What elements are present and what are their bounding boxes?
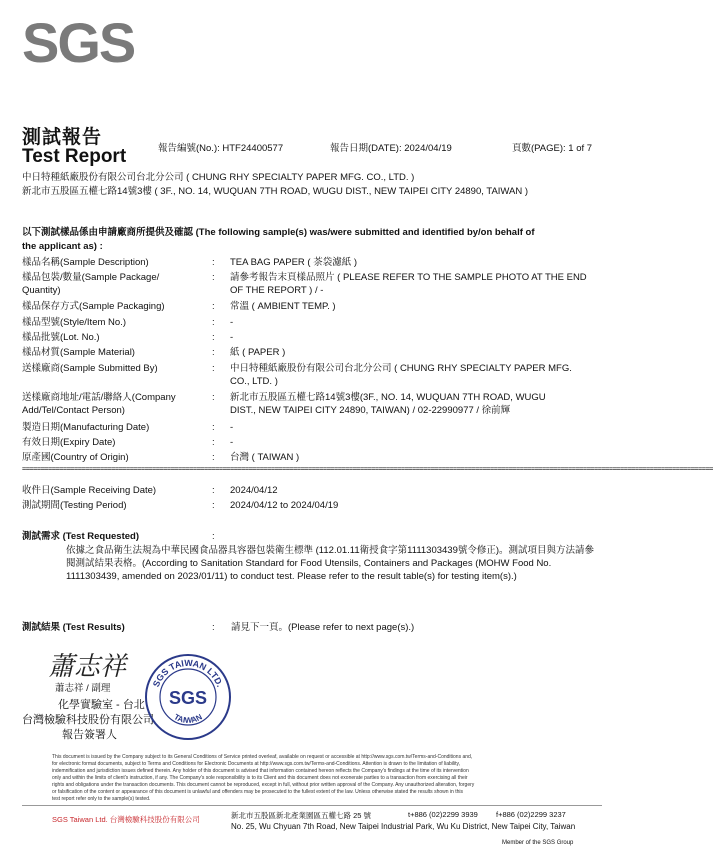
field-label: 樣品名稱(Sample Description) <box>22 257 149 268</box>
disclaimer-line: This document is issued by the Company subject to its General Conditions of Service printed overleaf, available on request or accessible at http://www.sgs.com.tw/Terms-and-Conditions and, <box>52 754 473 760</box>
field-label: 樣品型號(Style/Item No.) <box>22 317 126 328</box>
disclaimer-line: rights and obligations under the transaction documents. This document cannot be reproduced, except in full, without prior written approval of the Company. Any unauthorized alteration, forgery <box>52 782 475 788</box>
field-value: 2024/04/12 to 2024/04/19 <box>230 500 339 511</box>
disclaimer-line: or falsification of the content or appearance of this document is unlawful and offenders may be prosecuted to the fullest extent of the law. Unless otherwise stated the results shown in this <box>52 789 463 795</box>
field-value: - <box>230 317 234 328</box>
sgs-logo-text: SGS <box>22 11 135 74</box>
sgs-company-seal-icon <box>143 652 233 742</box>
field-value: 常溫 ( AMBIENT TEMP. ) <box>230 301 336 312</box>
field-value: 2024/04/12 <box>230 485 278 496</box>
footer-company: SGS Taiwan Ltd. 台灣檢驗科技股份有限公司 <box>52 815 200 824</box>
footer-tel: t+886 (02)2299 3939 <box>408 810 478 819</box>
signatory-dept: 化學實驗室 - 台北 <box>58 699 145 711</box>
intro-line-1: 以下測試樣品係由申請廠商所提供及確認 (The following sample(s) was/were submitted and identified by/on behalf of <box>22 227 535 238</box>
field-value: - <box>230 332 234 343</box>
signatory-name-title: 蕭志祥 / 副理 <box>55 683 111 694</box>
report-date: 報告日期(DATE): 2024/04/19 <box>330 143 452 154</box>
test-results-value: 請見下一頁。(Please refer to next page(s).) <box>231 622 415 633</box>
intro-line-2: the applicant as) : <box>22 241 103 252</box>
field-value: 紙 ( PAPER ) <box>230 347 286 358</box>
field-label: 送樣廠商地址/電話/聯絡人(Company Add/Tel/Contact Person) <box>22 392 176 416</box>
field-value: 中日特種紙廠股份有限公司台北分公司 ( CHUNG RHY SPECIALTY PAPER MFG. CO., LTD. ) <box>230 363 572 387</box>
disclaimer-line: only and within the limits of client's instruction, if any. The Company's sole responsibility is to its Client and this document does not exonerate parties to a transaction from exercising all their <box>52 775 468 781</box>
field-label: 樣品保存方式(Sample Packaging) <box>22 301 165 312</box>
field-value: 請參考報告末頁樣品照片 ( PLEASE REFER TO THE SAMPLE PHOTO AT THE END OF THE REPORT ) / - <box>230 272 587 296</box>
field-label: 收件日(Sample Receiving Date) <box>22 485 157 496</box>
footer-divider <box>22 805 602 806</box>
footer-address-en: No. 25, Wu Chyuan 7th Road, New Taipei Industrial Park, Wu Ku District, New Taipei City, Taiwan <box>231 822 576 831</box>
signatory-company: 台灣檢驗科技股份有限公司 <box>22 714 154 726</box>
report-number: 報告編號(No.): HTF24400577 <box>158 143 284 154</box>
title-en: Test Report <box>22 146 127 167</box>
field-label: 有效日期(Expiry Date) <box>22 437 116 448</box>
disclaimer-line: for electronic format documents, subject to Terms and Conditions for Electronic Documents at http://www.sgs.com.tw/Terms-and-Conditions. Attention is drawn to the limitation of liability, <box>52 761 461 767</box>
field-label: 原產國(Country of Origin) <box>22 452 129 463</box>
sgs-logo <box>22 11 140 74</box>
disclaimer-line: test report refer only to the sample(s) tested. <box>52 796 151 802</box>
field-label: 製造日期(Manufacturing Date) <box>22 422 150 433</box>
field-value: 新北市五股區五權七路14號3樓(3F., NO. 14, WUQUAN 7TH ROAD, WUGU DIST., NEW TAIPEI CITY 24890, TAIWAN) / 02-22990977 / 徐前輝 <box>230 392 546 416</box>
field-label: 送樣廠商(Sample Submitted By) <box>22 363 158 374</box>
field-label: 樣品材質(Sample Material) <box>22 347 135 358</box>
field-value: TEA BAG PAPER ( 茶袋濾紙 ) <box>230 257 358 268</box>
field-value: - <box>230 437 234 448</box>
field-label: 樣品批號(Lot. No.) <box>22 332 100 343</box>
field-value: 台灣 ( TAIWAN ) <box>230 452 300 463</box>
test-requested-label: 測試需求 (Test Requested) <box>22 531 140 542</box>
field-label: 樣品包裝/數量(Sample Package/ Quantity) <box>22 272 160 296</box>
title-zh: 測試報告 <box>22 127 103 148</box>
applicant-name: 中日特種紙廠股份有限公司台北分公司 ( CHUNG RHY SPECIALTY PAPER MFG. CO., LTD. ) <box>22 172 415 183</box>
test-requested-text: 依據之食品衛生法規為中華民國食品器具容器包裝衛生標準 (112.01.11衛授食字第1111303439號令修正)。測試項目與方法請參閱測試結果表格。(According to Sanitation Standard for Food Utensils, Containers and Packages (MOHW Food No. 1111303439, amended on 2023/01/11) to conduct test. Please refer to the result table(s) for testing item(s).) <box>66 545 595 582</box>
disclaimer-line: indemnification and jurisdiction issues defined therein. Any holder of this document is advised that information contained hereon reflects the Company's findings at the time of its intervention <box>52 768 469 774</box>
footer-address-zh: 新北市五股區新北產業園區五權七路 25 號 <box>231 811 372 820</box>
footer-member: Member of the SGS Group <box>502 840 574 846</box>
svg-text:蕭志祥: 蕭志祥 <box>48 652 127 682</box>
footer-fax: f+886 (02)2299 3237 <box>496 810 566 819</box>
svg-text:TAIWAN: TAIWAN <box>172 712 204 725</box>
page-number: 頁數(PAGE): 1 of 7 <box>512 143 593 154</box>
divider-line: ========================================================================================================================================================================================== <box>22 465 713 473</box>
svg-text:SGS TAIWAN LTD.: SGS TAIWAN LTD. <box>150 657 226 689</box>
field-label: 測試期間(Testing Period) <box>22 500 127 511</box>
signatory-role: 報告簽署人 <box>62 729 117 741</box>
applicant-address: 新北市五股區五權七路14號3樓 ( 3F., NO. 14, WUQUAN 7TH ROAD, WUGU DIST., NEW TAIPEI CITY 24890, TAIWAN ) <box>22 186 529 197</box>
svg-text:SGS: SGS <box>168 688 208 708</box>
test-results-label: 測試結果 (Test Results) <box>22 622 125 633</box>
handwritten-signature <box>46 648 146 682</box>
field-value: - <box>230 422 234 433</box>
